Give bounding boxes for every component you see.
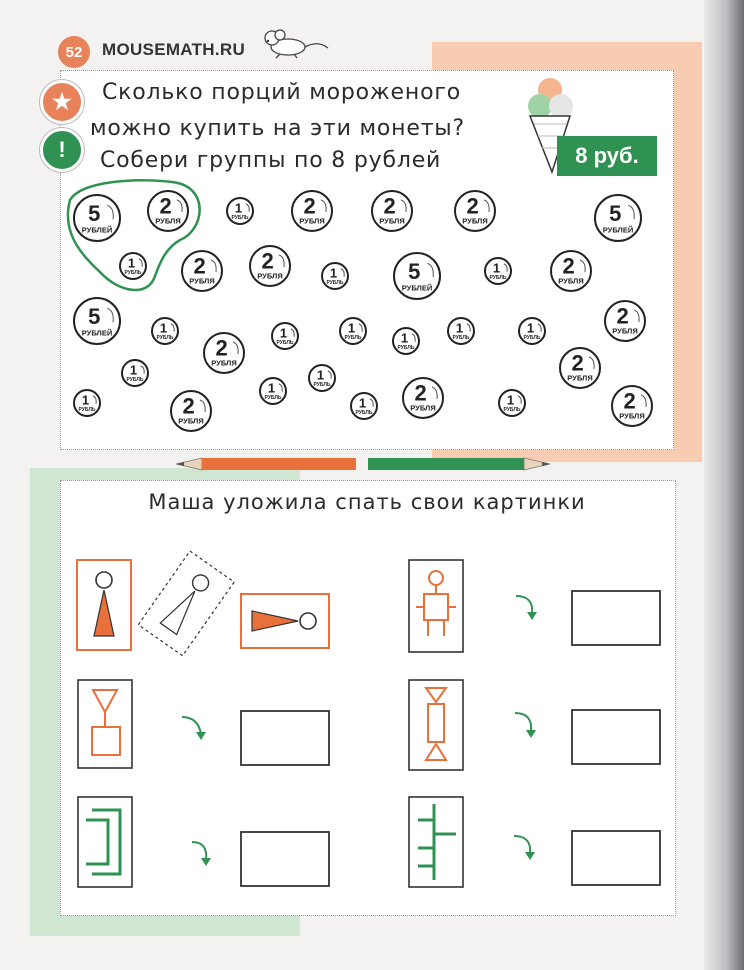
- answer-box[interactable]: [241, 832, 329, 886]
- coin-value: 1: [347, 320, 356, 336]
- coin-unit: РУБЛЯ: [410, 403, 436, 413]
- coin-unit: РУБЛЯ: [612, 326, 638, 336]
- rotate-arrow-icon: [192, 842, 206, 860]
- rotate-arrow-icon: [182, 717, 201, 734]
- coin-unit: РУБЛЬ: [503, 407, 521, 414]
- coin-value: 5: [88, 303, 101, 329]
- example-original-figure: [77, 560, 131, 650]
- page-number: 52: [58, 36, 90, 68]
- figure-robot: [409, 560, 463, 652]
- coin-unit: РУБЛЯ: [619, 411, 645, 421]
- coin-unit: РУБЛЯ: [178, 416, 204, 426]
- task-line-3: Собери группы по 8 рублей: [100, 148, 442, 173]
- coin-value: 2: [562, 253, 575, 279]
- coin-value: 1: [492, 260, 501, 276]
- coin-value: 2: [261, 248, 274, 274]
- coin-unit: РУБЛЬ: [326, 280, 344, 287]
- coin-value: 2: [303, 193, 316, 219]
- coin-value: 2: [193, 253, 206, 279]
- rotate-arrow-icon: [514, 836, 530, 854]
- coin-unit: РУБЛЯ: [567, 373, 593, 383]
- rotate-arrow-icon: [516, 596, 532, 614]
- answer-box[interactable]: [572, 710, 660, 764]
- coin-value: 1: [279, 325, 288, 341]
- coin-unit: РУБЛЬ: [523, 335, 541, 342]
- coin-unit: РУБЛЬ: [276, 340, 294, 347]
- coin-unit: РУБЛЕЙ: [81, 328, 113, 338]
- coin-unit: РУБЛЬ: [264, 395, 282, 402]
- coin-value: 2: [215, 335, 228, 361]
- coin-value: 1: [316, 367, 325, 383]
- coin-unit: РУБЛЯ: [379, 216, 405, 226]
- coin-value: 2: [383, 193, 396, 219]
- coin-value: 1: [455, 320, 464, 336]
- coin-value: 1: [127, 255, 136, 271]
- coin-unit: РУБЛЯ: [211, 358, 237, 368]
- coin-value: 2: [616, 303, 629, 329]
- coin-unit: РУБЛЯ: [558, 276, 584, 286]
- coin-unit: РУБЛЬ: [78, 407, 96, 414]
- coin-unit: РУБЛЯ: [299, 216, 325, 226]
- task2-title: Маша уложила спать свои картинки: [148, 490, 586, 514]
- star-badge-icon: ★: [40, 80, 84, 124]
- price-label: 8 руб.: [557, 136, 657, 176]
- coin-unit: РУБЛЬ: [231, 215, 249, 222]
- coin-value: 5: [609, 200, 622, 226]
- coin-value: 1: [159, 320, 168, 336]
- site-name: MOUSEMATH.RU: [102, 40, 246, 59]
- coin-unit: РУБЛЬ: [313, 382, 331, 389]
- coin-unit: РУБЛЬ: [489, 275, 507, 282]
- figure-triangle-square: [78, 680, 132, 768]
- coin-unit: РУБЛЬ: [344, 335, 362, 342]
- answer-box[interactable]: [572, 831, 660, 885]
- coin-unit: РУБЛЬ: [397, 345, 415, 352]
- coin-unit: РУБЛЬ: [355, 410, 373, 417]
- coin-unit: РУБЛЬ: [452, 335, 470, 342]
- coin-value: 1: [526, 320, 535, 336]
- coin-unit: РУБЛЬ: [124, 270, 142, 277]
- coin-unit: РУБЛЯ: [189, 276, 215, 286]
- answer-box[interactable]: [572, 591, 660, 645]
- coin-unit: РУБЛЕЙ: [81, 225, 113, 235]
- coin-unit: РУБЛЯ: [257, 271, 283, 281]
- task-line-2: можно купить на эти монеты?: [90, 116, 465, 141]
- coin-value: 1: [506, 392, 515, 408]
- coin-unit: РУБЛЯ: [462, 216, 488, 226]
- rotate-arrow-icon: [515, 713, 531, 732]
- task-line-1: Сколько порций мороженого: [102, 80, 461, 105]
- coin-value: 2: [623, 388, 636, 414]
- coin-value: 5: [408, 258, 421, 284]
- figure-candy: [409, 680, 463, 770]
- figure-green-brackets: [78, 797, 132, 887]
- coin-unit: РУБЛЕЙ: [401, 283, 433, 293]
- coin-unit: РУБЛЬ: [156, 335, 174, 342]
- example-rotating-figure: [138, 551, 234, 656]
- coin-value: 2: [571, 350, 584, 376]
- coin-value: 2: [159, 193, 172, 219]
- coin-value: 2: [182, 393, 195, 419]
- coin-value: 2: [466, 193, 479, 219]
- coin-value: 1: [358, 395, 367, 411]
- exclamation-badge-icon: !: [40, 128, 84, 172]
- coin-unit: РУБЛЯ: [155, 216, 181, 226]
- example-rotated-figure: [241, 594, 329, 648]
- coin-unit: РУБЛЕЙ: [602, 225, 634, 235]
- coin-value: 1: [329, 265, 338, 281]
- coin-value: 1: [129, 362, 138, 378]
- coin-unit: РУБЛЬ: [126, 377, 144, 384]
- coin-value: 5: [88, 200, 101, 226]
- answer-box[interactable]: [241, 711, 329, 765]
- coin-value: 1: [81, 392, 90, 408]
- coin-value: 1: [267, 380, 276, 396]
- coin-value: 1: [400, 330, 409, 346]
- coin-value: 2: [414, 380, 427, 406]
- coin-value: 1: [234, 200, 243, 216]
- figure-green-branches: [409, 797, 463, 887]
